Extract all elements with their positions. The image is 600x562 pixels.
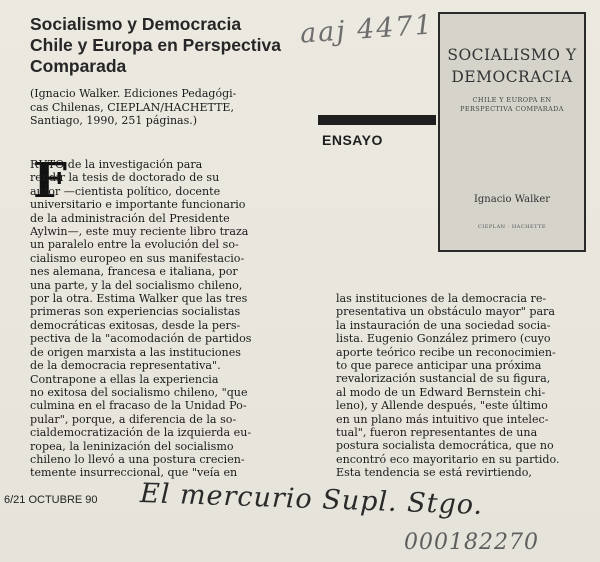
- bibliographic-reference: [30, 87, 292, 128]
- text-line: cialdemocratización de la izquierda eu-: [30, 426, 252, 440]
- text-line: pular", porque, a diferencia de la so-: [30, 412, 237, 426]
- text-line: Esta tendencia se está revirtiendo,: [336, 466, 532, 480]
- book-title-line: SOCIALISMO Y: [447, 46, 577, 64]
- text-line: por la otra. Estima Walker que las tres: [30, 292, 248, 306]
- text-line: no exitosa del socialismo chileno, "que: [30, 385, 248, 399]
- article-column-2: [336, 292, 596, 480]
- handwritten-source-note: El mercurio Supl. Stgo.: [139, 478, 484, 521]
- book-title-line: DEMOCRACIA: [451, 68, 573, 86]
- text-line: culmina en el fracaso de la Unidad Po-: [30, 399, 247, 413]
- book-cover-author: Ignacio Walker: [473, 194, 551, 205]
- title-line: Comparada: [30, 56, 127, 76]
- text-line: ropea, la leninización del socialismo: [30, 439, 234, 453]
- book-subtitle-line: PERSPECTIVA COMPARADA: [460, 105, 564, 113]
- text-line: en un plano más intuitivo que intelec-: [336, 412, 549, 426]
- title-line: Socialismo y Democracia: [30, 14, 242, 34]
- text-line: pectiva de la "acomodación de partidos: [30, 332, 252, 346]
- text-line: de la democracia representativa".: [30, 359, 221, 373]
- text-line: chileno lo llevó a una postura crecien-: [30, 452, 245, 466]
- section-label: ENSAYO: [322, 132, 383, 148]
- text-line: RUTO de la investigación para: [30, 158, 203, 171]
- text-line: la instauración de una sociedad socia-: [336, 318, 551, 332]
- text-line: autor —cientista político, docente: [30, 184, 221, 198]
- text-line: presentativa un obstáculo mayor" para: [336, 305, 555, 319]
- book-cover-subtitle: [440, 96, 584, 114]
- handwritten-archive-code: 000182270: [404, 530, 539, 555]
- text-line: aporte teórico recibe un reconocimien-: [336, 345, 556, 359]
- text-line: cialismo europeo en sus manifestacio-: [30, 251, 245, 265]
- book-cover-title: [440, 44, 584, 88]
- text-line: al modo de un Edward Bernstein chi-: [336, 385, 546, 399]
- text-line: temente insurreccional, que "veía en: [30, 466, 238, 480]
- text-line: postura socialista democrática, que no: [336, 439, 554, 453]
- text-line: tual", fueron representantes de una: [336, 426, 538, 440]
- text-line: nes alemana, francesa e italiana, por: [30, 265, 238, 279]
- text-line: rendir la tesis de doctorado de su: [30, 171, 220, 185]
- book-cover-publisher: CIEPLAN · HACHETTE: [477, 224, 547, 230]
- article-title: [30, 14, 300, 77]
- section-bar: [318, 115, 436, 125]
- biblio-line: cas Chilenas, CIEPLAN/HACHETTE,: [30, 100, 234, 114]
- text-line: de la administración del Presidente: [30, 211, 230, 225]
- text-line: leno), y Allende después, "este último: [336, 399, 548, 413]
- drop-cap: F: [33, 153, 68, 209]
- text-line: to que parece anticipar una próxima: [336, 359, 542, 373]
- text-line: democráticas exitosas, desde la pers-: [30, 318, 241, 332]
- text-line: revalorización sustancial de su figura,: [336, 372, 551, 386]
- publication-date: 6/21 OCTUBRE 90: [4, 494, 98, 506]
- text-line: de origen marxista a las instituciones: [30, 345, 241, 359]
- text-line: encontró eco mayoritario en su partido.: [336, 452, 560, 466]
- article-column-1: [30, 153, 290, 480]
- text-line: primeras son experiencias socialistas: [30, 305, 241, 319]
- text-line: una parte, y la del socialismo chileno,: [30, 278, 243, 292]
- book-subtitle-line: CHILE Y EUROPA EN: [472, 96, 552, 104]
- book-cover-image: [438, 12, 586, 252]
- text-line: universitario e importante funcionario: [30, 198, 246, 212]
- text-line: las instituciones de la democracia re-: [336, 292, 547, 305]
- text-line: lista. Eugenio González primero (cuyo: [336, 332, 551, 346]
- text-line: un paralelo entre la evolución del so-: [30, 238, 239, 252]
- title-line: Chile y Europa en Perspectiva: [30, 35, 281, 55]
- handwritten-archive-note: aaj 4471: [299, 9, 435, 50]
- text-line: Aylwin—, este muy reciente libro traza: [30, 225, 249, 239]
- biblio-line: Santiago, 1990, 251 páginas.): [30, 114, 198, 127]
- text-line: Contrapone a ellas la experiencia: [30, 372, 219, 386]
- biblio-line: (Ignacio Walker. Ediciones Pedagógi-: [30, 87, 237, 100]
